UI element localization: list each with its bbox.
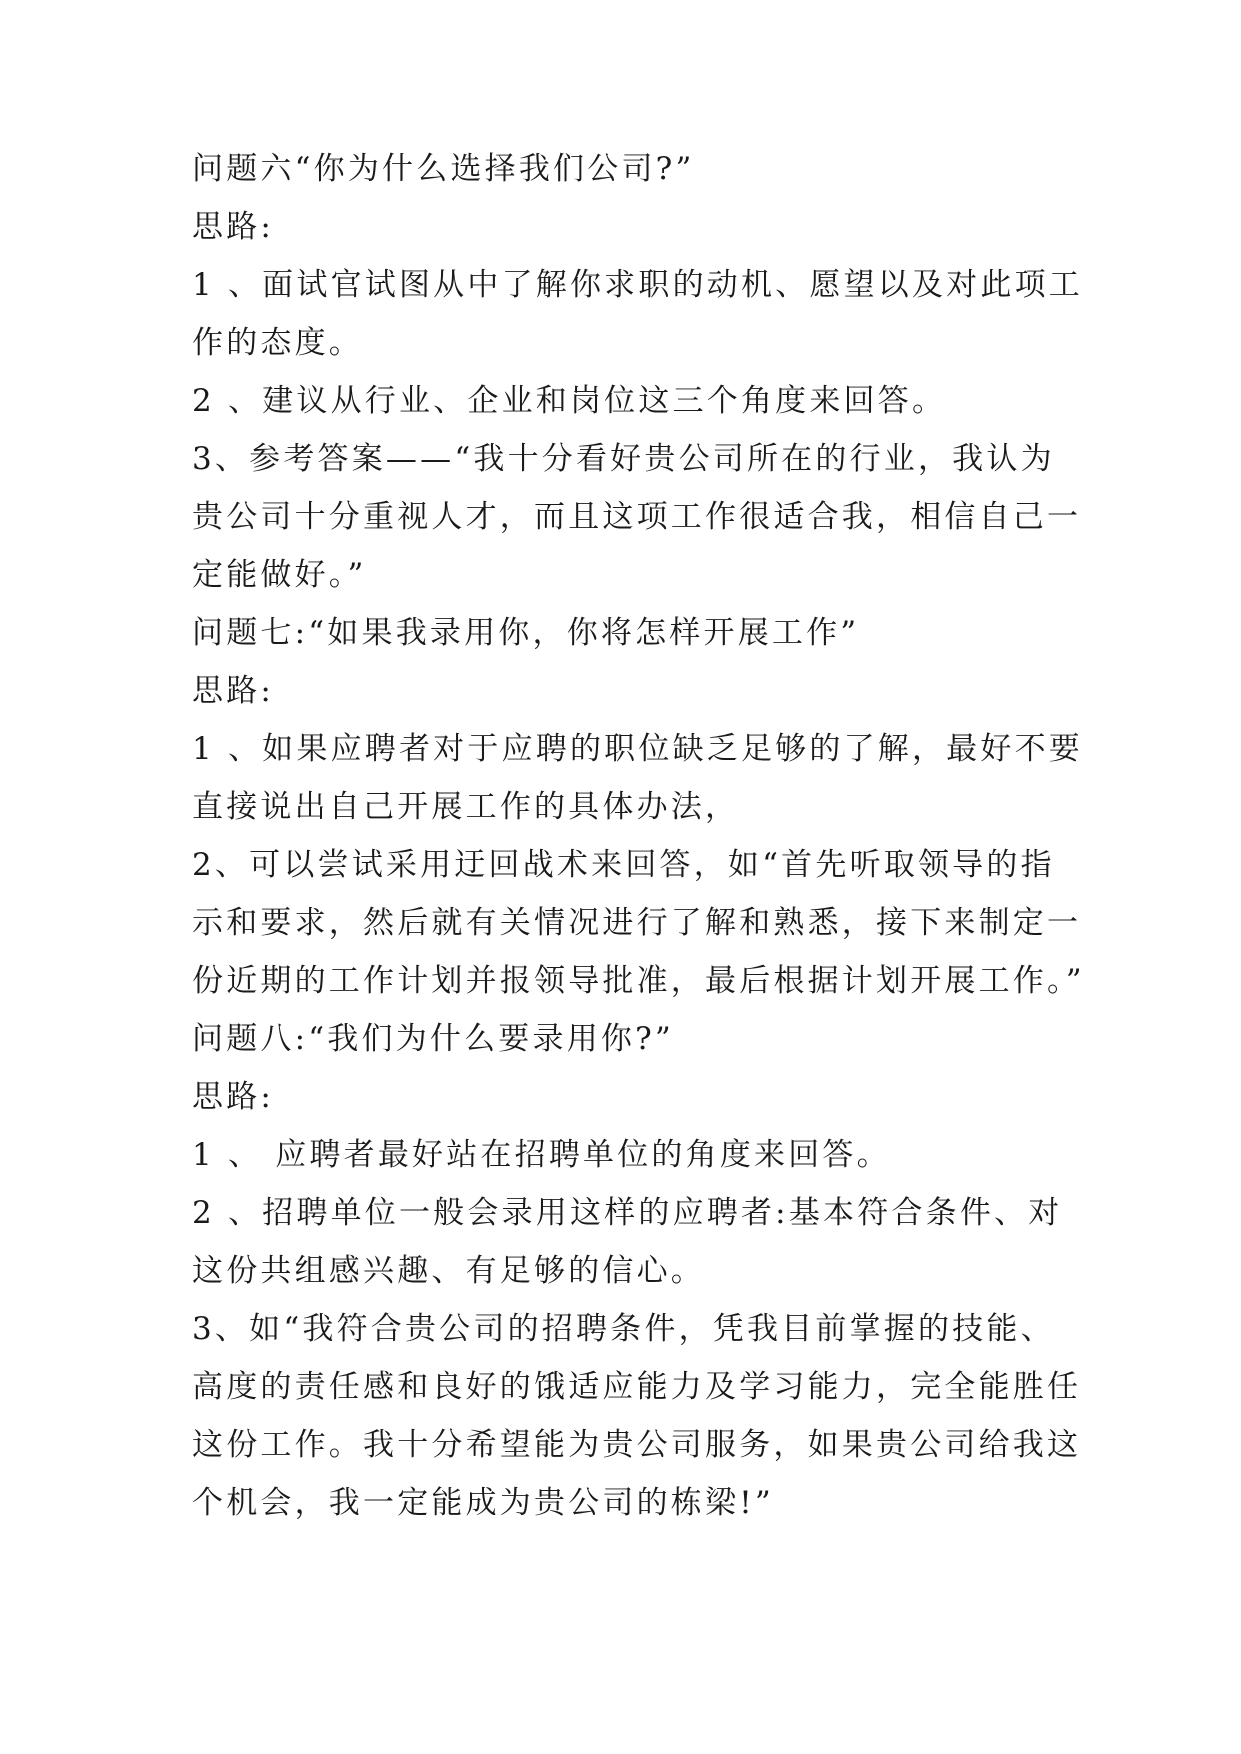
text-line: 贵公司十分重视人才，而且这项工作很适合我，相信自己一 xyxy=(192,499,1082,535)
text-line: 2 、建议从行业、企业和岗位这三个角度来回答。 xyxy=(192,383,947,419)
text-line: 作的态度。 xyxy=(192,325,363,361)
text-line: 思路: xyxy=(192,209,275,245)
heading-question-6: 问题六“你为什么选择我们公司?” xyxy=(192,151,695,187)
text-line: 3、参考答案——“我十分看好贵公司所在的行业，我认为 xyxy=(192,441,1055,477)
text-line: 直接说出自己开展工作的具体办法， xyxy=(192,789,740,825)
text-line: 高度的责任感和良好的饿适应能力及学习能力，完全能胜任 xyxy=(192,1369,1082,1405)
text-line: 这份工作。我十分希望能为贵公司服务，如果贵公司给我这 xyxy=(192,1427,1082,1463)
heading-question-8: 问题八:“我们为什么要录用你?” xyxy=(192,1021,674,1057)
document-body xyxy=(192,140,1085,1532)
text-line: 2、可以尝试采用迂回战术来回答，如“首先听取领导的指 xyxy=(192,847,1055,883)
text-line: 思路: xyxy=(192,673,275,709)
text-line: 思路: xyxy=(192,1079,275,1115)
text-line: 个机会，我一定能成为贵公司的栋梁!” xyxy=(192,1485,774,1521)
text-line: 这份共组感兴趣、有足够的信心。 xyxy=(192,1253,705,1289)
text-line: 3、如“我符合贵公司的招聘条件，凭我目前掌握的技能、 xyxy=(192,1311,1055,1347)
text-line: 1 、如果应聘者对于应聘的职位缺乏足够的了解，最好不要 xyxy=(192,731,1083,767)
text-line: 1 、面试官试图从中了解你求职的动机、愿望以及对此项工 xyxy=(192,267,1083,303)
text-line: 定能做好。” xyxy=(192,557,367,593)
text-line: 2 、招聘单位一般会录用这样的应聘者:基本符合条件、对 xyxy=(192,1195,1063,1231)
text-line: 1 、 应聘者最好站在招聘单位的角度来回答。 xyxy=(192,1137,891,1173)
text-line: 示和要求，然后就有关情况进行了解和熟悉，接下来制定一 xyxy=(192,905,1082,941)
heading-question-7: 问题七:“如果我录用你，你将怎样开展工作” xyxy=(192,615,860,651)
text-line: 份近期的工作计划并报领导批准，最后根据计划开展工作。” xyxy=(192,963,1085,999)
